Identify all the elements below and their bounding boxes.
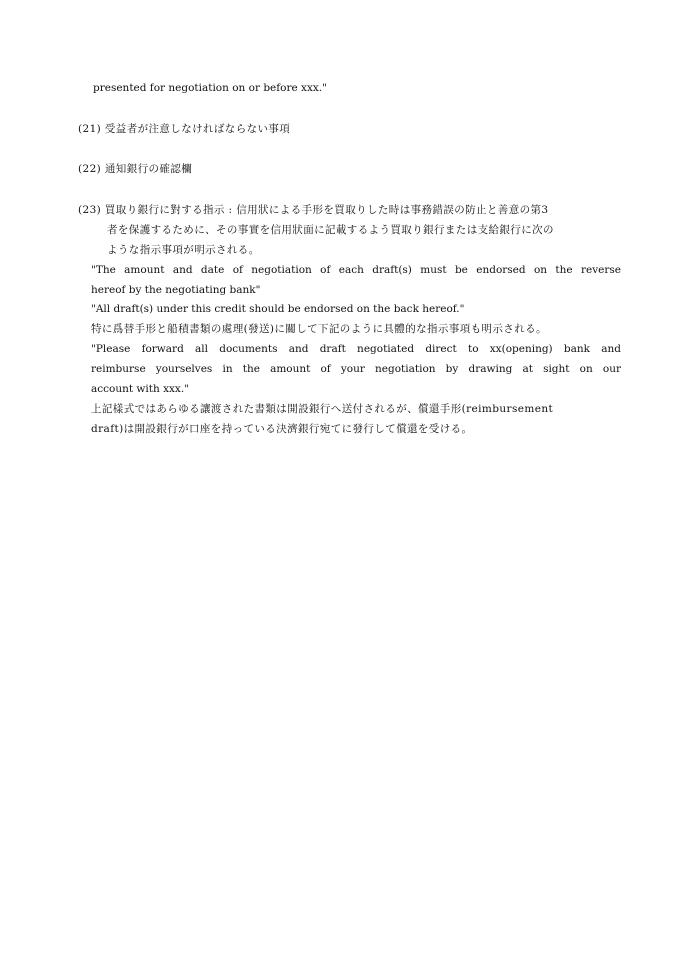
jp-summary-line-2: draft)は開設銀行が口座を持っている決濟銀行宛てに發行して償還を受ける。 xyxy=(91,423,473,435)
jp-instruction-line: 特に爲替手形と船積書類の處理(發送)に關して下記のように具體的な指示事項も明示される。 xyxy=(91,323,547,335)
item-23-line-2: 者を保護するために、その事實を信用狀面に記載するよう買取り銀行または支給銀行に次の xyxy=(107,224,554,236)
item-21: (21) 受益者が注意しなければならない事項 xyxy=(78,123,291,135)
quote-1-line-2: hereof by the negotiating bank" xyxy=(91,284,261,296)
text-line-presented: presented for negotiation on or before xxx." xyxy=(93,82,327,94)
quote-3-line-3: account with xxx." xyxy=(91,383,190,395)
quote-2: "All draft(s) under this credit should be endorsed on the back hereof." xyxy=(91,303,465,315)
quote-3-line-1: "Please forward all documents and draft negotiated direct to xx(opening) bank and xyxy=(91,343,621,355)
item-22: (22) 通知銀行の確認欄 xyxy=(78,163,193,175)
quote-3-line-2: reimburse yourselves in the amount of your negotiation by drawing at sight on our xyxy=(91,363,621,375)
item-23-line-3: ような指示事項が明示される。 xyxy=(107,244,260,256)
item-23-line-1: (23) 買取り銀行に對する指示 : 信用狀による手形を買取りした時は事務錯誤の防止と善意の第3 xyxy=(78,204,549,216)
quote-1-line-1: "The amount and date of negotiation of each draft(s) must be endorsed on the reverse xyxy=(91,264,621,276)
jp-summary-line-1: 上記樣式ではあらゆる讓渡された書類は開設銀行へ送付されるが、償還手形(reimbursement xyxy=(91,403,554,415)
